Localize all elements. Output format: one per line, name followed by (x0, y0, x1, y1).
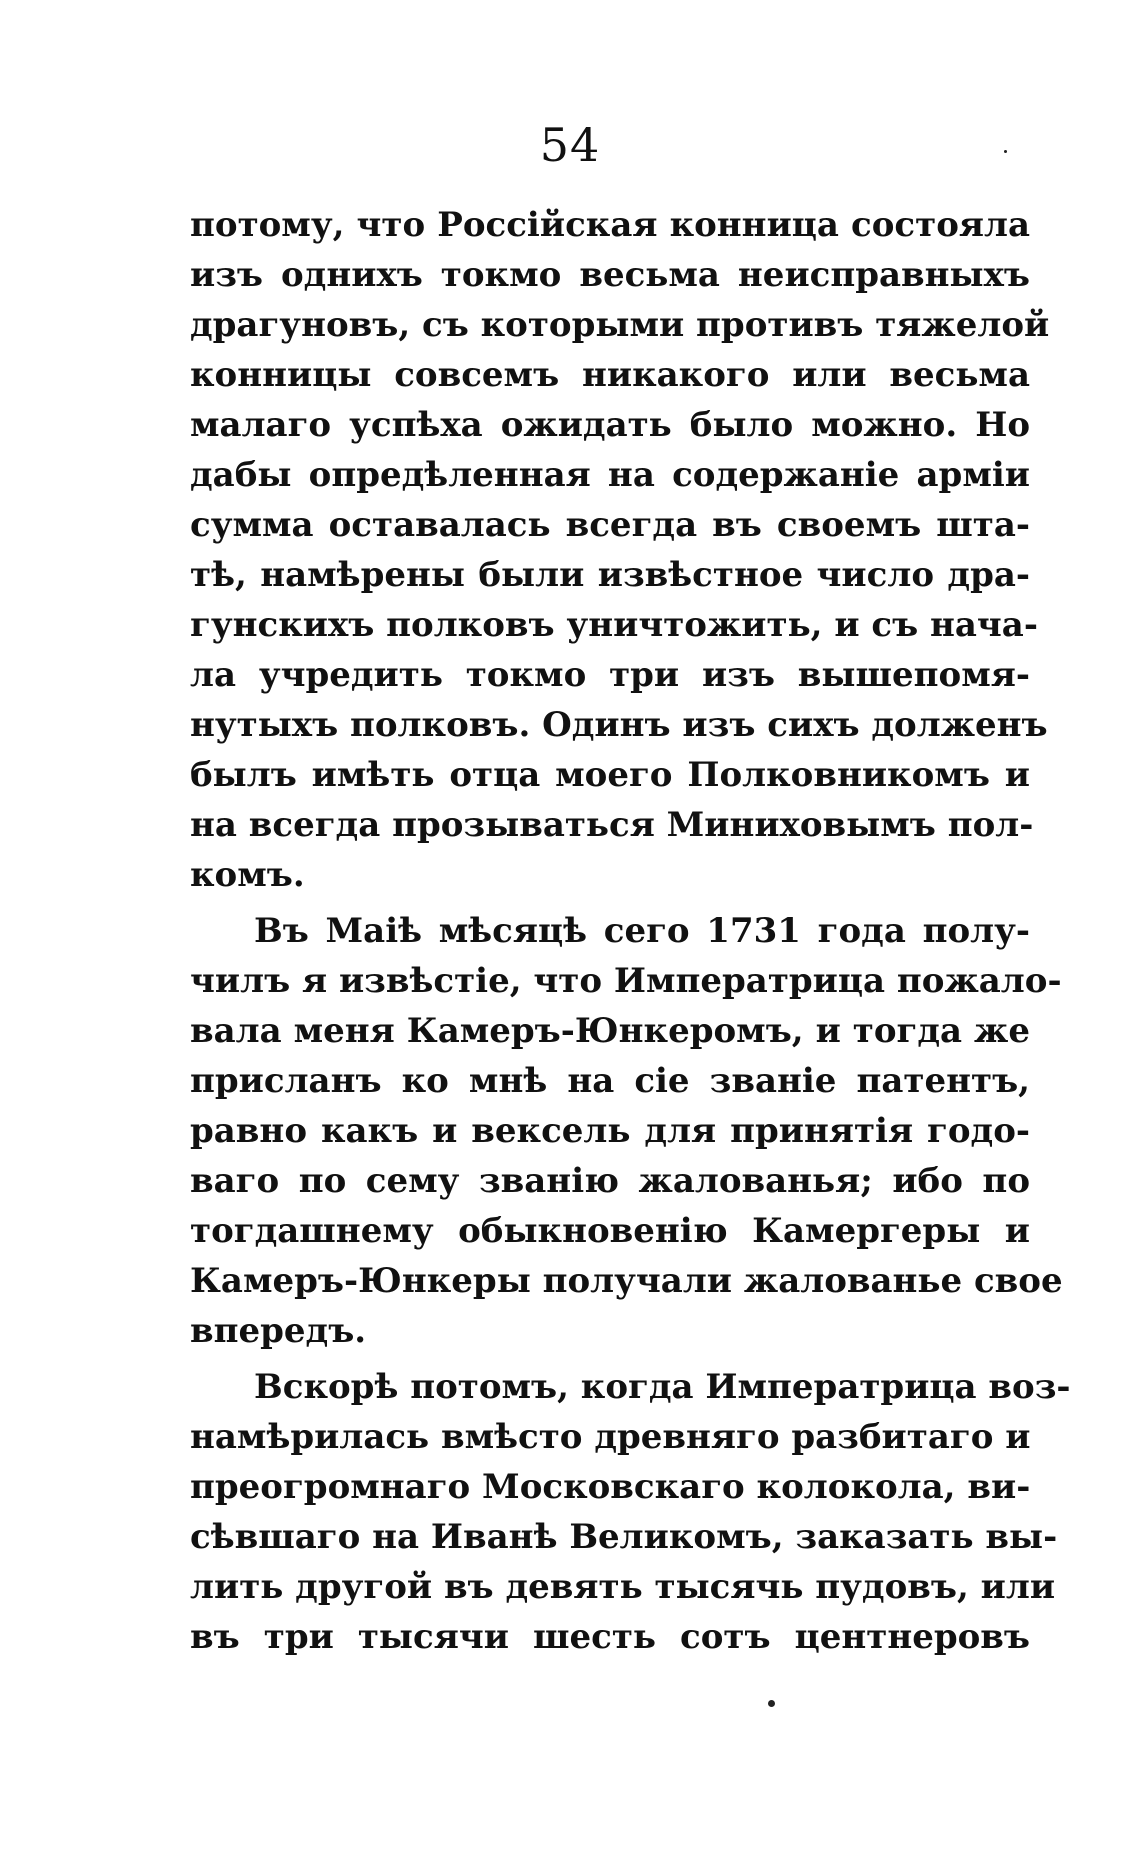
paragraph-3 (190, 1362, 1071, 1662)
text-line: лить другой въ девять тысячь пудовъ, или (190, 1567, 1056, 1607)
text-line: дабы опредѣленная на содержаніе арміи (190, 455, 1030, 495)
text-line: сѣвшаго на Иванѣ Великомъ, заказать вы- (190, 1517, 1058, 1557)
paragraph-2 (190, 906, 1063, 1356)
text-line: тогдашнему обыкновенію Камергеры и (190, 1211, 1030, 1251)
scan-speck (768, 1700, 775, 1707)
text-line: тѣ, намѣрены были извѣстное число дра- (190, 555, 1030, 595)
text-line: вала меня Камеръ-Юнкеромъ, и тогда же (190, 1011, 1030, 1051)
text-line: впередъ. (190, 1311, 367, 1351)
text-line: ваго по сему званію жалованья; ибо по (190, 1161, 1030, 1201)
text-line: Въ Маіѣ мѣсяцѣ сего 1731 года полу- (254, 911, 1030, 951)
text-line: потому, что Россійская конница состояла (190, 205, 1030, 245)
text-line: ла учредить токмо три изъ вышепомя- (190, 655, 1030, 695)
text-line: сумма оставалась всегда въ своемъ шта- (190, 505, 1030, 545)
text-line: комъ. (190, 855, 305, 895)
text-line: преогромнаго Московскаго колокола, ви- (190, 1467, 1031, 1507)
text-line: нутыхъ полковъ. Одинъ изъ сихъ долженъ (190, 705, 1048, 745)
paragraph-1 (190, 200, 1050, 900)
text-line: конницы совсемъ никакого или весьма (190, 355, 1030, 395)
text-line: на всегда прозываться Миниховымъ пол- (190, 805, 1034, 845)
text-line: Вскорѣ потомъ, когда Императрица воз- (254, 1367, 1071, 1407)
text-line: намѣрилась вмѣсто древняго разбитаго и (190, 1417, 1031, 1457)
text-line: Камеръ-Юнкеры получали жалованье свое (190, 1261, 1063, 1301)
text-line: драгуновъ, съ которыми противъ тяжелой (190, 305, 1050, 345)
text-line: равно какъ и вексель для принятія годо- (190, 1111, 1030, 1151)
text-line: былъ имѣть отца моего Полковникомъ и (190, 755, 1030, 795)
text-line: изъ однихъ токмо весьма неисправныхъ (190, 255, 1030, 295)
page-number: 54 (539, 118, 601, 172)
text-line: въ три тысячи шесть сотъ центнеровъ (190, 1617, 1030, 1657)
text-line: малаго успѣха ожидать было можно. Но (190, 405, 1030, 445)
text-line: гунскихъ полковъ уничтожить, и съ нача- (190, 605, 1038, 645)
text-line: присланъ ко мнѣ на сіе званіе патентъ, (190, 1061, 1030, 1101)
body-text (190, 200, 1071, 1662)
text-line: чилъ я извѣстіе, что Императрица пожало- (190, 961, 1062, 1001)
scan-speck (1004, 150, 1007, 153)
